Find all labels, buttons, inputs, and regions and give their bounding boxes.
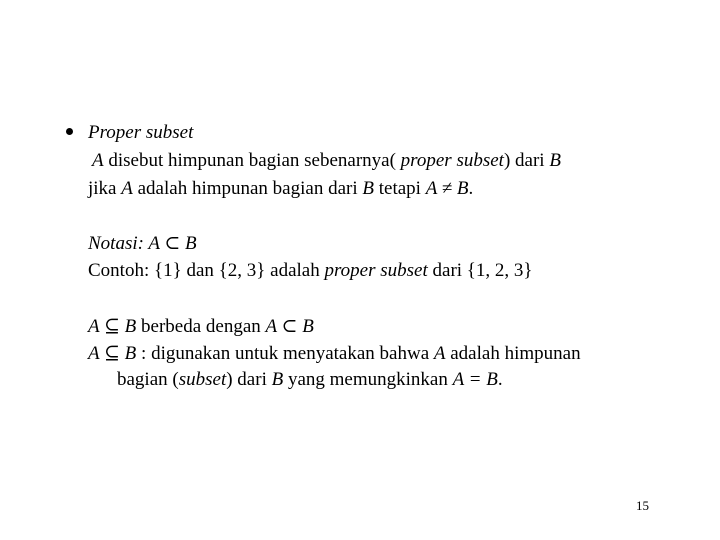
definition-text: ) dari — [503, 150, 550, 171]
not-equal-expression: A ≠ B — [425, 178, 469, 199]
comparison-line-1 — [88, 315, 314, 339]
example-text: Contoh: {1} dan {2, 3} adalah — [88, 260, 325, 281]
proper-subset-expression: A ⊂ B — [148, 233, 197, 254]
bullet-title: Proper subset — [88, 122, 194, 143]
comparison-text: bagian ( — [117, 369, 179, 390]
var-b: B — [362, 178, 374, 199]
definition-text: disebut himpunan bagian sebenarnya( — [103, 150, 401, 171]
proper-subset-term: proper subset — [324, 260, 428, 281]
comparison-text: berbeda dengan — [136, 316, 266, 337]
comparison-text: . — [497, 369, 503, 390]
page-number: 15 — [636, 498, 649, 513]
comparison-line-3 — [117, 368, 503, 392]
equal-expression: A = B — [452, 369, 498, 390]
subset-eq-expression: A ⊆ B — [88, 343, 137, 364]
comparison-text: ) dari — [226, 369, 272, 390]
definition-line-2 — [88, 177, 473, 201]
example-line — [88, 259, 533, 283]
comparison-text: yang memungkinkan — [283, 369, 453, 390]
definition-text: . — [468, 178, 474, 199]
notation-label: Notasi: — [88, 233, 149, 254]
comparison-text: adalah himpunan — [445, 343, 581, 364]
notation-line — [88, 232, 197, 256]
definition-text: jika — [88, 178, 122, 199]
var-b: B — [549, 150, 561, 171]
comparison-text: : digunakan untuk menyatakan bahwa — [136, 343, 434, 364]
var-b: B — [271, 369, 284, 390]
definition-text: tetapi — [373, 178, 426, 199]
subset-eq-expression: A ⊆ B — [88, 316, 137, 337]
bullet-dot-icon — [66, 128, 73, 135]
example-text: dari {1, 2, 3} — [427, 260, 533, 281]
definition-text: adalah himpunan bagian dari — [132, 178, 363, 199]
var-a: A — [121, 178, 133, 199]
var-a: A — [433, 343, 446, 364]
subset-term: subset — [178, 369, 227, 390]
var-a: A — [92, 150, 104, 171]
proper-subset-expression: A ⊂ B — [265, 316, 314, 337]
proper-subset-term: proper subset — [400, 150, 504, 171]
definition-line-1 — [92, 149, 561, 173]
comparison-line-2 — [88, 342, 581, 366]
